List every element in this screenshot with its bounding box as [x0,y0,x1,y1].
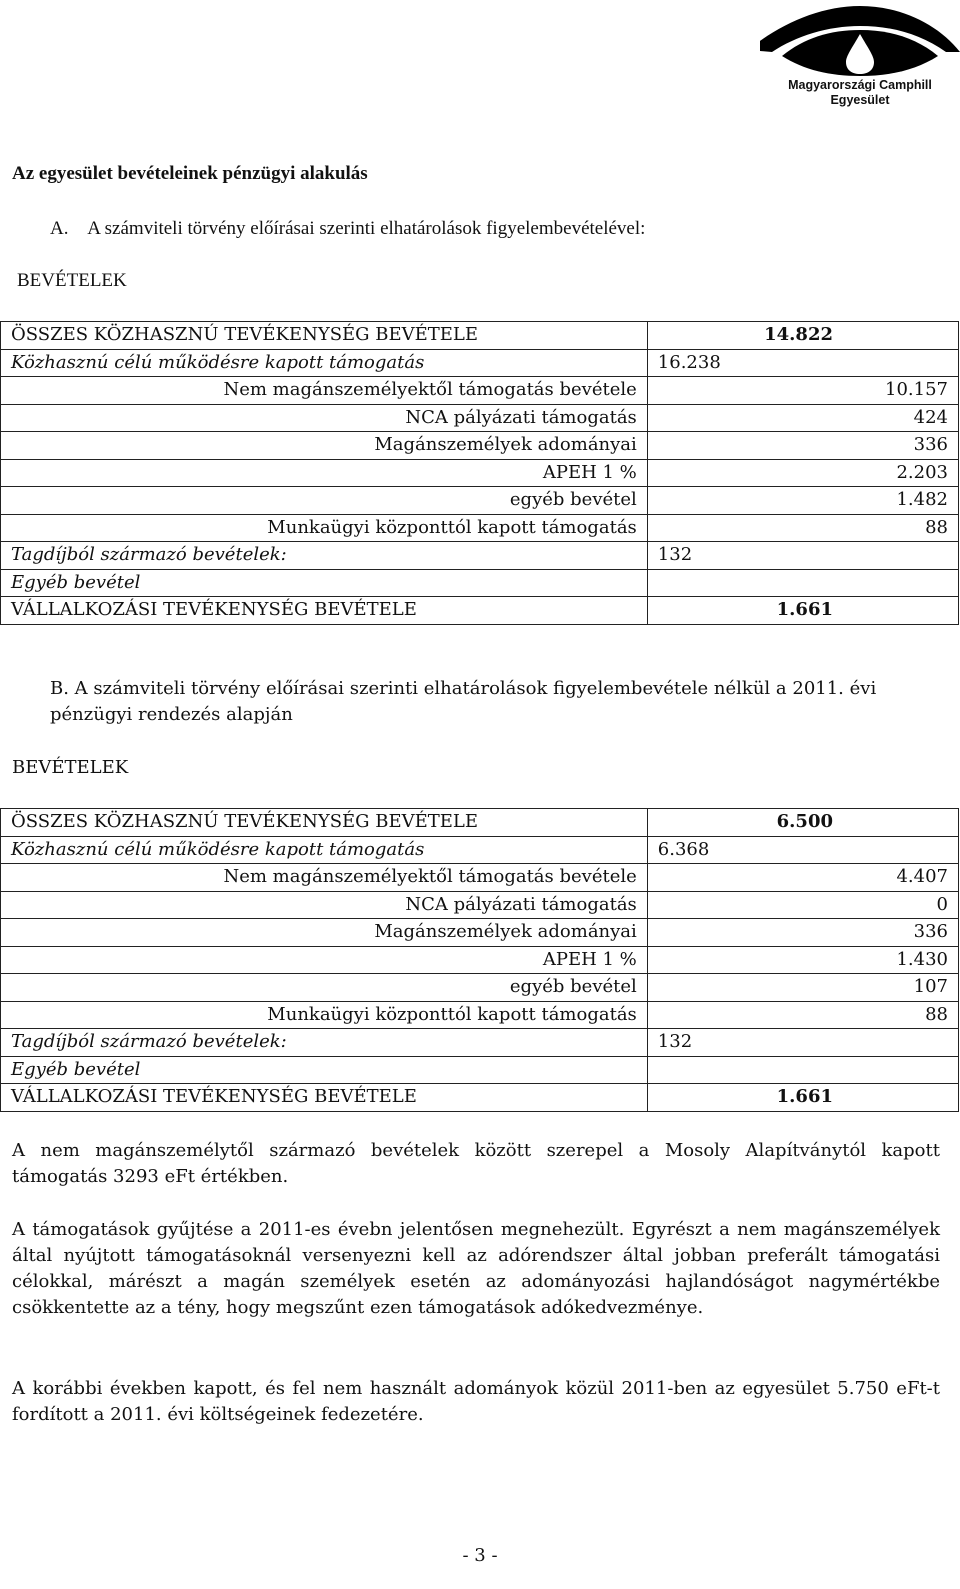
table-row [1,809,959,837]
section-a-letter: A. [50,218,69,239]
table-row [1,891,959,919]
row-label: NCA pályázati támogatás [1,404,648,432]
total-value: 6.500 [776,811,833,833]
table-row [1,1056,959,1084]
paragraph-support-difficulty: A támogatások gyűjtése a 2011-es évebn jelentősen megnehezült. Egyrészt a nem magánszemélyek által nyújtott támogatásoknál versenyezni kell az adórendszer által jobban preferált támogatási célokkal, márészt a magán személyek esetén az adományozási hajlandóságot nagymértékbe csökkentette az a tény, hogy megszűnt ezen támogatások adókedvezménye. [12,1219,940,1318]
total-label: ÖSSZES KÖZHASZNÚ TEVÉKENYSÉG BEVÉTELE [1,322,648,350]
table-row [1,514,959,542]
row-label: Nem magánszemélyektől támogatás bevétele [1,864,648,892]
camphill-logo [760,4,960,112]
business-value: 1.661 [776,1086,833,1108]
table-row [1,459,959,487]
page-title: Az egyesület bevételeinek pénzügyi alakulás [12,163,368,184]
business-label: VÁLLALKOZÁSI TEVÉKENYSÉG BEVÉTELE [1,597,648,625]
other-label: Egyéb bevétel [1,1056,648,1084]
page-number: - 3 - [462,1545,498,1566]
revenue-heading-b: BEVÉTELEK [12,757,129,778]
support-value: 6.368 [647,836,958,864]
table-row [1,569,959,597]
business-label: VÁLLALKOZÁSI TEVÉKENYSÉG BEVÉTELE [1,1084,648,1112]
camphill-logo-mark [760,4,960,79]
table-row [1,377,959,405]
support-value: 16.238 [647,349,958,377]
row-label: Munkaügyi központtól kapott támogatás [1,514,648,542]
row-label: Munkaügyi központtól kapott támogatás [1,1001,648,1029]
row-value: 2.203 [647,459,958,487]
table-row [1,404,959,432]
row-label: Nem magánszemélyektől támogatás bevétele [1,377,648,405]
revenue-table-a [0,321,959,625]
table-row [1,487,959,515]
row-value: 1.430 [647,946,958,974]
section-b-heading: B. A számviteli törvény előírásai szerinti elhatárolások figyelembevétele nélkül a 2011. évi [50,678,877,699]
row-value: 4.407 [647,864,958,892]
row-value: 88 [647,1001,958,1029]
row-label: egyéb bevétel [1,974,648,1002]
row-label: Magánszemélyek adományai [1,432,648,460]
table-row [1,432,959,460]
fees-label: Tagdíjból származó bevételek: [1,1029,648,1057]
business-value: 1.661 [776,599,833,621]
revenue-heading-a: BEVÉTELEK [17,270,127,291]
row-value: 424 [647,404,958,432]
row-label: Magánszemélyek adományai [1,919,648,947]
paragraph-previous-donations: A korábbi években kapott, és fel nem használt adományok közül 2011-ben az egyesület 5.750 eFt-t fordított a 2011. évi költségeinek fedezetére. [12,1378,940,1425]
row-label: APEH 1 % [1,946,648,974]
row-value: 336 [647,919,958,947]
table-row [1,1084,959,1112]
table-row [1,542,959,570]
row-label: APEH 1 % [1,459,648,487]
table-row [1,864,959,892]
table-row [1,1029,959,1057]
section-a-text: A számviteli törvény előírásai szerinti elhatárolások figyelembevételével: [87,218,646,239]
support-label: Közhasznú célú működésre kapott támogatás [1,836,648,864]
row-value: 0 [647,891,958,919]
total-value: 14.822 [764,324,833,346]
table-row [1,322,959,350]
fees-value: 132 [647,1029,958,1057]
row-label: NCA pályázati támogatás [1,891,648,919]
section-b-heading-cont: pénzügyi rendezés alapján [50,704,293,725]
total-label: ÖSSZES KÖZHASZNÚ TEVÉKENYSÉG BEVÉTELE [1,809,648,837]
row-value: 88 [647,514,958,542]
row-value: 336 [647,432,958,460]
row-value: 10.157 [647,377,958,405]
table-row [1,946,959,974]
other-label: Egyéb bevétel [1,569,648,597]
table-row [1,919,959,947]
paragraph-mosoly: A nem magánszemélytől származó bevételek között szerepel a Mosoly Alapítványtól kapott támogatás 3293 eFt értékben. [12,1140,940,1187]
support-label: Közhasznú célú működésre kapott támogatás [1,349,648,377]
table-row [1,836,959,864]
table-row [1,349,959,377]
logo-name-line2: Egyesület [830,93,890,107]
table-row [1,597,959,625]
table-row [1,1001,959,1029]
row-value: 107 [647,974,958,1002]
row-value: 1.482 [647,487,958,515]
revenue-table-b [0,808,959,1112]
logo-name-line1: Magyarországi Camphill [788,78,932,92]
fees-label: Tagdíjból származó bevételek: [1,542,648,570]
table-row [1,974,959,1002]
section-a-heading [50,218,645,240]
row-label: egyéb bevétel [1,487,648,515]
fees-value: 132 [647,542,958,570]
